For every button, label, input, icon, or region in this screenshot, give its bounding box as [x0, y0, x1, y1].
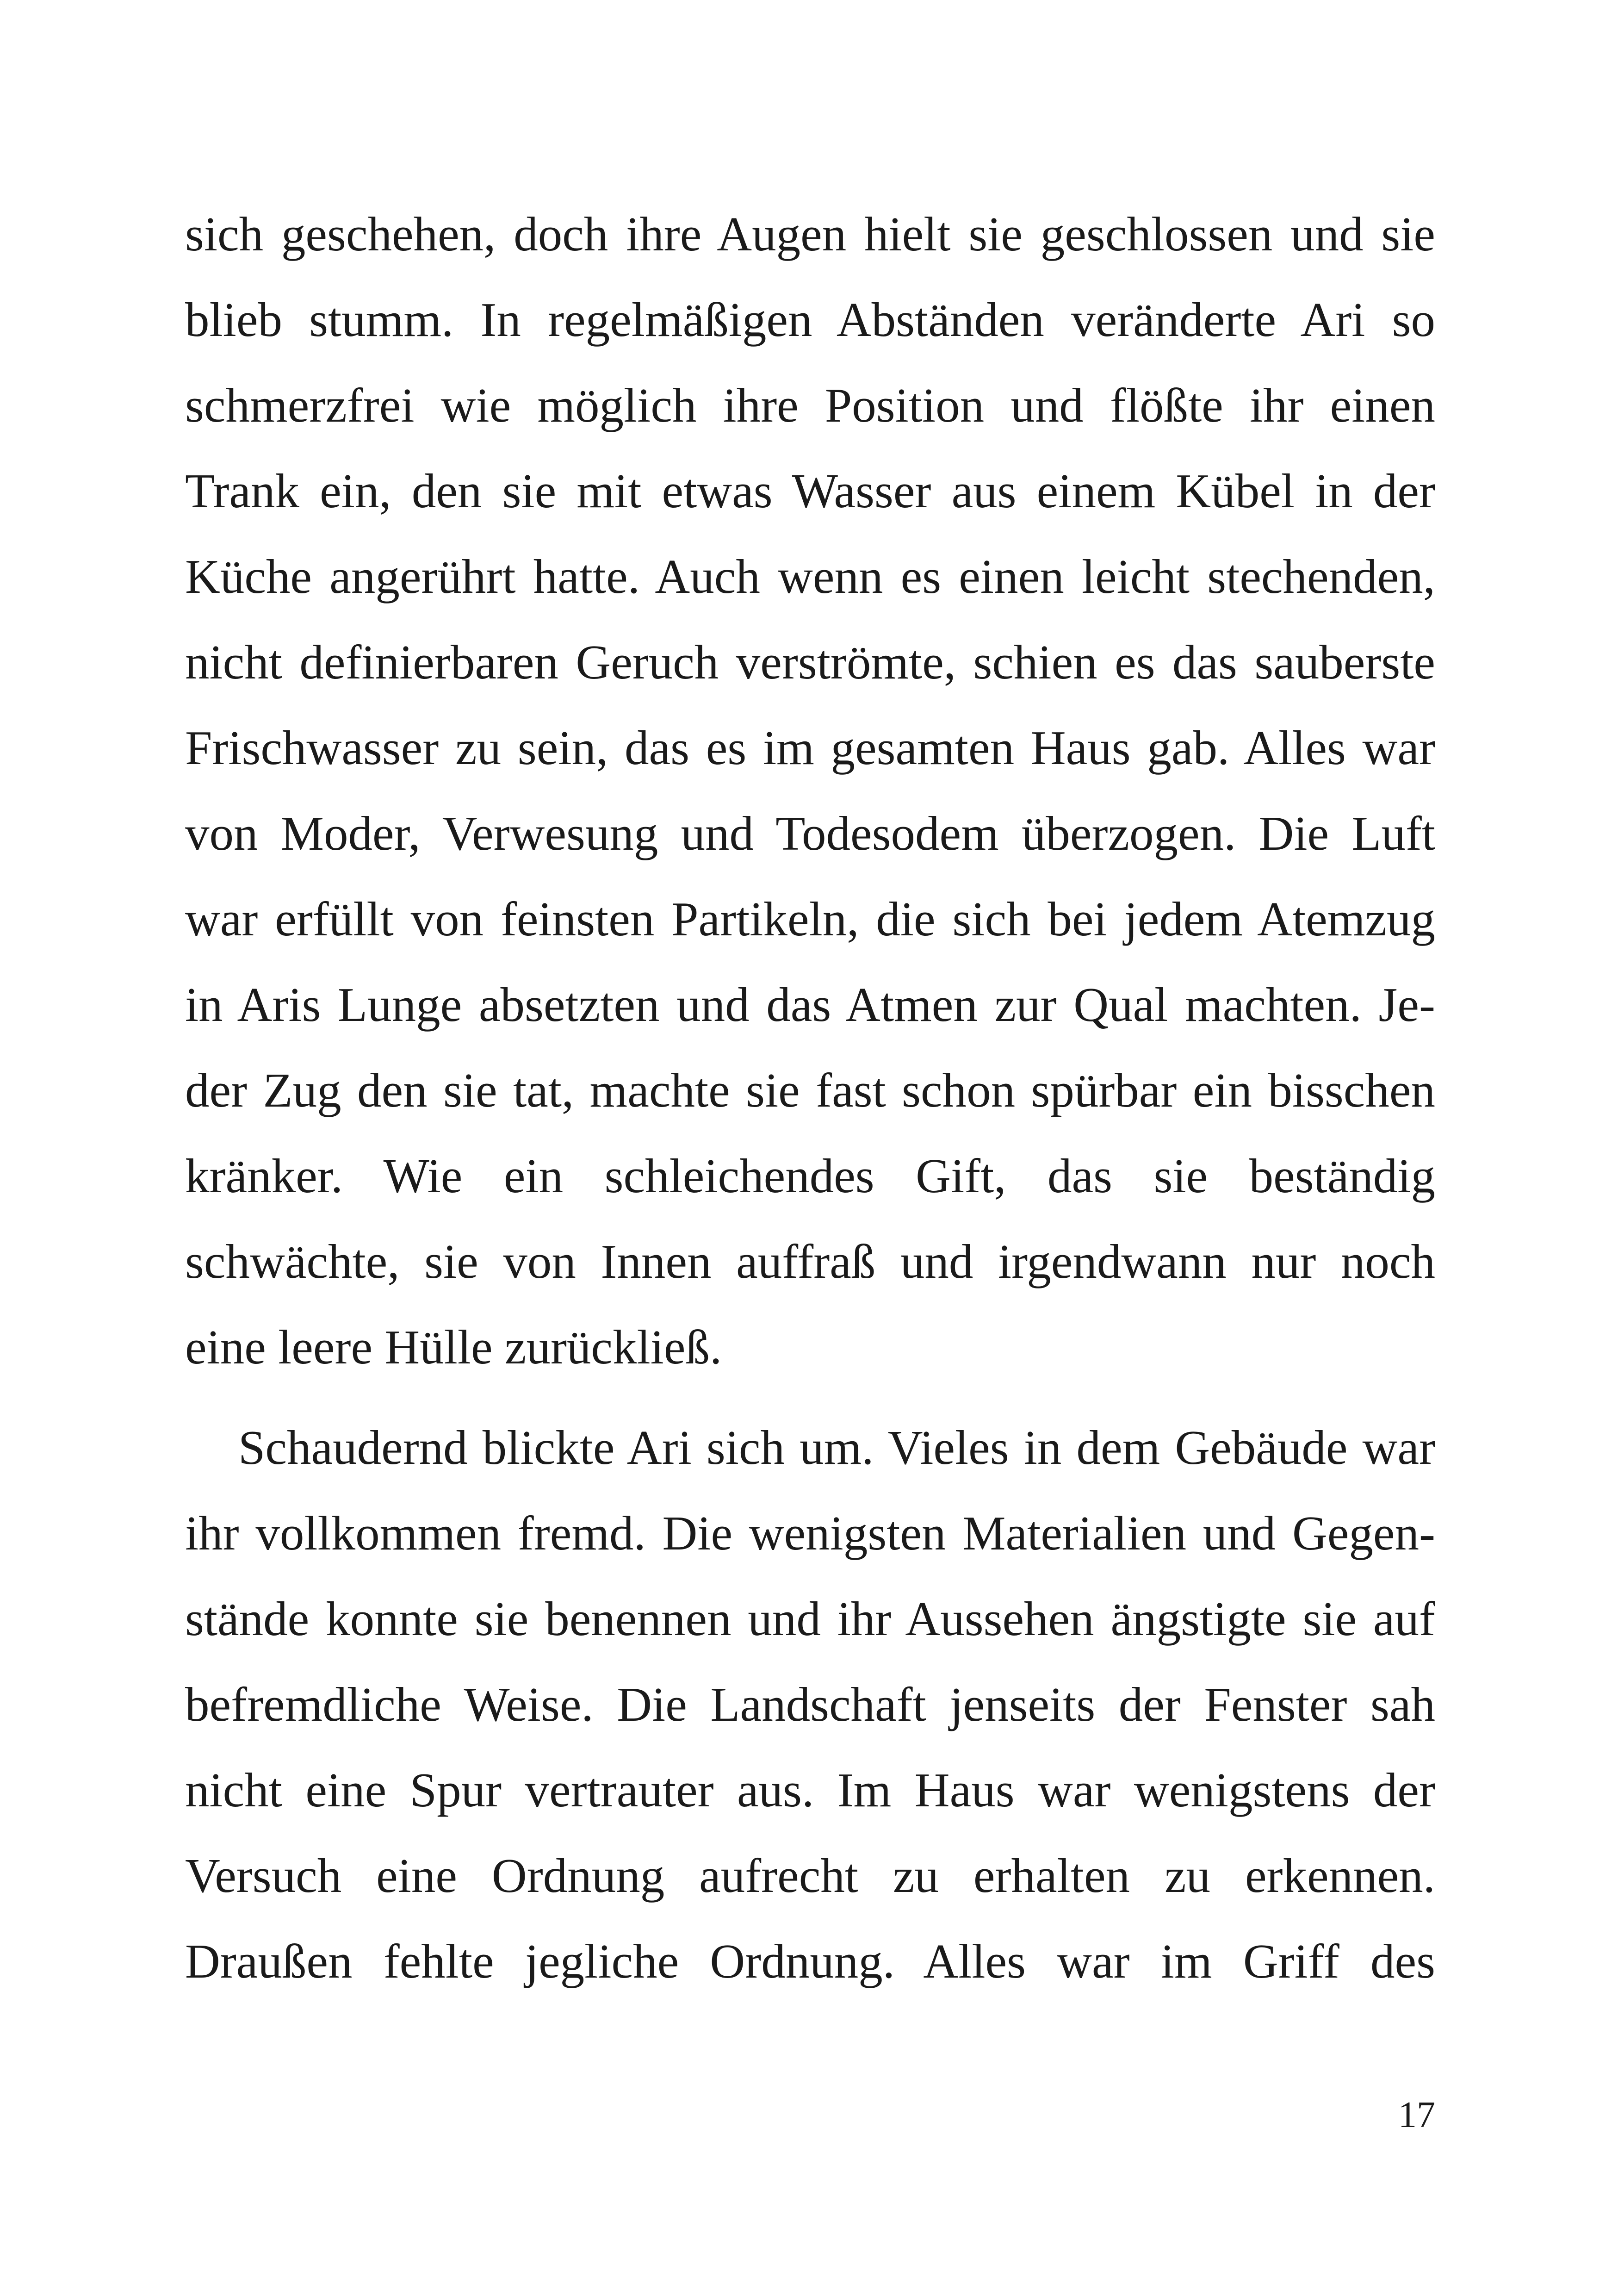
text-line: war erfüllt von feinsten Partikeln, die sich bei jedem Atemzug [185, 892, 1435, 946]
text-line: Trank ein, den sie mit etwas Wasser aus einem Kübel in der [185, 464, 1435, 518]
text-line: schwächte, sie von Innen auffraß und irgendwann nur noch [185, 1234, 1435, 1288]
text-line: Draußen fehlte jegliche Ordnung. Alles war im Griff des [185, 1934, 1435, 1988]
page-number: 17 [1398, 2095, 1435, 2135]
body-text [185, 191, 1435, 2004]
paragraph-gap [185, 1390, 1435, 1405]
text-line: nicht eine Spur vertrauter aus. Im Haus war wenigstens der [185, 1763, 1435, 1817]
text-line: Schaudernd blickte Ari sich um. Vieles in dem Gebäude war [238, 1420, 1435, 1475]
text-line: von Moder, Verwesung und Todesodem überzogen. Die Luft [185, 806, 1435, 860]
text-line: eine leere Hülle zurückließ. [185, 1320, 722, 1374]
text-line: kränker. Wie ein schleichendes Gift, das sie beständig [185, 1149, 1435, 1203]
text-line: Küche angerührt hatte. Auch wenn es einen leicht stechenden, [185, 549, 1435, 604]
text-line: nicht definierbaren Geruch verströmte, schien es das sauberste [185, 635, 1435, 689]
text-line: der Zug den sie tat, machte sie fast schon spürbar ein bisschen [185, 1063, 1435, 1117]
text-line: befremdliche Weise. Die Landschaft jenseits der Fenster sah [185, 1677, 1435, 1731]
text-line: Frischwasser zu sein, das es im gesamten Haus gab. Alles war [185, 721, 1435, 775]
text-line: sich geschehen, doch ihre Augen hielt sie geschlossen und sie [185, 207, 1435, 261]
text-line: Versuch eine Ordnung aufrecht zu erhalten zu erkennen. [185, 1848, 1435, 1903]
text-line: blieb stumm. In regelmäßigen Abständen veränderte Ari so [185, 292, 1435, 347]
text-line: in Aris Lunge absetzten und das Atmen zur Qual machten. Je- [185, 977, 1435, 1032]
text-line: ihr vollkommen fremd. Die wenigsten Materialien und Gegen- [185, 1506, 1435, 1560]
text-line: schmerzfrei wie möglich ihre Position und flößte ihr einen [185, 378, 1435, 432]
text-line: stände konnte sie benennen und ihr Aussehen ängstigte sie auf [185, 1592, 1435, 1646]
